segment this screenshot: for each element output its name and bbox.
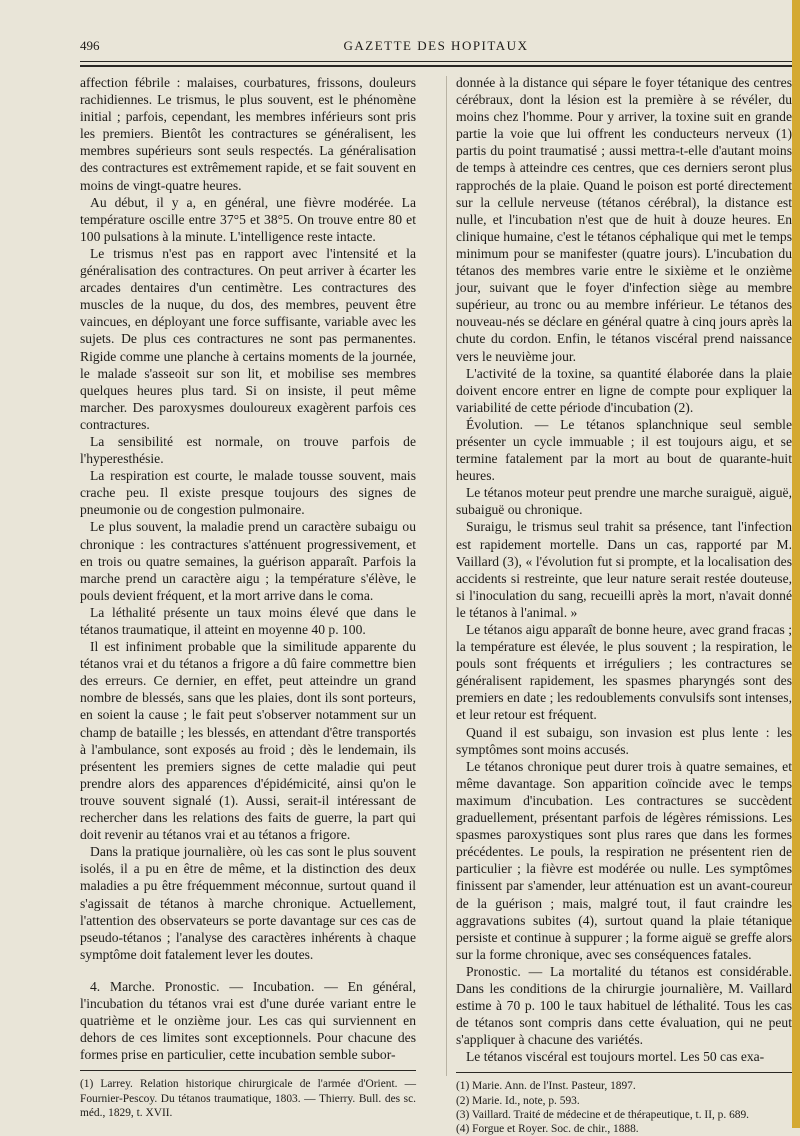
paragraph: Le tétanos chronique peut durer trois à quatre semaines, et même davantage. Son apparition coïncide avec le temps maximum d'incubation. Les contractures se succèdent graduellement, présentant parfois de légères rémissions. Les spasmes paroxystiques sont plus rares que dans les formes précédentes. Le pouls, la respiration ne présentent rien de particulier ; la fièvre est modérée ou nulle. Les symptômes finissent par s'amender, leur atténuation est un avant-coureur de la guérison ; mais, malgré tout, il faut craindre les aggravations subites (4), surtout quand la plaie tétanique persiste et continue à suppurer ; la forme aiguë se greffe alors sur la forme chronique, avec ses conséquences fatales. (456, 758, 792, 962)
footnote: (4) Forgue et Royer. Soc. de chir., 1888. (456, 1123, 639, 1136)
page-edge (792, 0, 800, 1128)
paragraph: Pronostic. — La mortalité du tétanos est considérable. Dans les conditions de la chirurgie journalière, M. Vaillard estime à 70 p. 100 le taux habituel de léthalité. Tous les cas de tétanos sont compris dans cette évaluation, qui ne peut s'appliquer à chacune des variétés. (456, 963, 792, 1048)
column-divider (446, 76, 447, 1076)
paragraph: donnée à la distance qui sépare le foyer tétanique des centres cérébraux, dont la lésion est la première à se révéler, du moins chez l'homme. Pour y arriver, la toxine suit en grande partie la voie que lui offrent les conducteurs nerveux (1) partis du point traumatisé ; aussi mettra-t-elle d'autant moins de temps à atteindre ces centres, que ces derniers seront plus rapprochés de la plaie. Quand le poison est porté directement sur la cellule nerveuse (tétanos cérébral), la distance est nulle, et l'incubation n'est que de huit à douze heures. En clinique humaine, c'est le tétanos céphalique qui met le temps minimum pour se manifester (quatre jours). L'incubation du tétanos des membres varie entre le sixième et le onzième jour, suivant que le foyer d'infection siège au membre supérieur, au tronc ou au membre inférieur. Le tétanos des nouveau-nés se déclare en général quatre à cinq jours après la chute du cordon. Enfin, le tétanos viscéral prend naissance vers le neuvième jour. (456, 75, 792, 364)
page-number: 496 (80, 38, 100, 53)
paragraph: Suraigu, le trismus seul trahit sa présence, tant l'infection est rapidement mortelle. Dans un cas, rapporté par M. Vaillard (3), « l'évolution fut si prompte, et la localisation des accidents si restreinte, que leur nature serait restée douteuse, si l'inoculation du sang, recueilli après la mort, n'avait donné le tétanos à l'animal. » (456, 519, 792, 620)
paragraph: La léthalité présente un taux moins élevé que dans le tétanos traumatique, il atteint en moyenne 40 p. 100. (80, 604, 416, 637)
paragraph: Au début, il y a, en général, une fièvre modérée. La température oscille entre 37°5 et 38°5. On trouve entre 80 et 100 pulsations à la minute. L'intelligence reste intacte. (80, 194, 416, 244)
footnote: (1) Larrey. Relation historique chirurgicale de l'armée d'Orient. — Fournier-Pescoy. Du tétanos traumatique, 1803. — Thierry. Bull. des sc. méd., 1829, t. XVII. (80, 1078, 416, 1119)
right-body (456, 74, 792, 1065)
paragraph: Évolution. — Le tétanos splanchnique seul semble présenter un cycle immuable ; il est toujours aigu, et se termine fatalement par la mort au bout de quarante-huit heures. (456, 416, 792, 484)
right-footnotes (456, 1072, 792, 1136)
paragraph: Le plus souvent, la maladie prend un caractère subaigu ou chronique : les contractures s'atténuent progressivement, et en trois ou quatre semaines, la guérison apparaît. Parfois la marche prend un caractère aigu ; la température s'élève, le pouls devient fréquent, et la mort arrive dans le coma. (80, 519, 416, 603)
paragraph: 4. Marche. Pronostic. — Incubation. — En général, l'incubation du tétanos vrai est d'une durée variant entre le quatrième et le onzième jour. Les cas qui surviennent en dehors de ces limites sont exceptionnels. Pour chacune des formes prise en particulier, cette incubation semble subor- (80, 978, 416, 1063)
paragraph: La respiration est courte, le malade tousse souvent, mais crache peu. Il existe presque toujours des signes de pneumonie ou de congestion pulmonaire. (80, 468, 416, 518)
paragraph: Quand il est subaigu, son invasion est plus lente : les symptômes sont moins accusés. (456, 724, 792, 757)
left-column (80, 74, 416, 1120)
page-header (80, 38, 792, 58)
header-rule (80, 61, 792, 62)
left-body (80, 74, 416, 1063)
paragraph: Dans la pratique journalière, où les cas sont le plus souvent isolés, il a pu en être de même, et la distinction des deux maladies a pu être fréquemment méconnue, surtout quand il s'agissait de tétanos à marche chronique. Actuellement, l'attention des observateurs se porte davantage sur ces cas de pseudo-tétanos ; l'analyse des caractères inhérents à chaque symptôme doit fatalement lever les doutes. (80, 844, 416, 962)
header-rule-thick (80, 65, 792, 67)
paragraph: Le tétanos viscéral est toujours mortel. Les 50 cas exa- (466, 1049, 765, 1065)
paragraph: L'activité de la toxine, sa quantité élaborée dans la plaie doivent encore entrer en ligne de compte pour expliquer la variabilité de cette période d'incubation (2). (456, 365, 792, 415)
footnote: (3) Vaillard. Traité de médecine et de thérapeutique, t. II, p. 689. (456, 1108, 750, 1121)
paragraph: Le tétanos aigu apparaît de bonne heure, avec grand fracas ; la température est élevée, le plus souvent ; la respiration, le pouls sont fréquents et irréguliers ; les contractures se généralisent rapidement, les spasmes pharyngés sont des premiers en date ; les redoublements convulsifs sont intenses, et leur retour est fréquent. (456, 622, 792, 723)
paragraph: La sensibilité est normale, on trouve parfois de l'hyperesthésie. (80, 433, 416, 467)
paragraph: Le trismus n'est pas en rapport avec l'intensité et la généralisation des contractures. On peut arriver à écarter les arcades dentaires d'un centimètre. Les contractures des muscles de la nuque, du dos, des membres, peuvent être vaincues, en déployant une force suffisante, variable avec les sujets. De plus ces contractures ne sont pas permanentes. Rigide comme une planche à certains moments de la journée, le malade s'asseoit sur son lit, et mobilise ses membres quelques heures plus tard. Si on insiste, il peut même marcher. Des paroxysmes douloureux exagèrent parfois ces contractures. (80, 245, 416, 432)
footnote: (2) Marie. Id., note, p. 593. (456, 1094, 580, 1107)
paragraph: affection fébrile : malaises, courbatures, frissons, douleurs rachidiennes. Le trismus, le plus souvent, est le phénomène initial ; parfois, cependant, les membres inférieurs sont pris les premiers. Bientôt les contractures se généralisent, les membres supérieurs sont seuls respectés. La généralisation des contractures est extrêmement rapide, et se fait souvent en moins de vingt-quatre heures. (80, 75, 416, 193)
left-footnotes (80, 1070, 416, 1120)
paragraph: Il est infiniment probable que la similitude apparente du tétanos vrai et du tétanos a frigore a dû faire commettre bien des erreurs. Ce dernier, en effet, peut atteindre un grand nombre de blessés, sans que les plaies, dont ils sont porteurs, en soient la cause ; le fait peut s'observer notamment sur un champ de bataille ; les blessés, en attendant d'être transportés à l'ambulance, sont exposés au froid ; dès le lendemain, ils présentent les premiers signes de cette maladie qui peut prendre alors des apparences d'épidémicité, ainsi qu'on le trouve souvent signalé (1). Aussi, serait-il intéressant de rechercher dans les relations des faits de guerre, la part qui doit revenir au tétanos vrai et au tétanos a frigore. (80, 639, 416, 843)
footnote: (1) Marie. Ann. de l'Inst. Pasteur, 1897. (456, 1080, 636, 1093)
paragraph: Le tétanos moteur peut prendre une marche suraiguë, aiguë, subaiguë ou chronique. (456, 485, 792, 518)
journal-title: GAZETTE DES HOPITAUX (343, 38, 529, 53)
right-column (456, 74, 792, 1136)
